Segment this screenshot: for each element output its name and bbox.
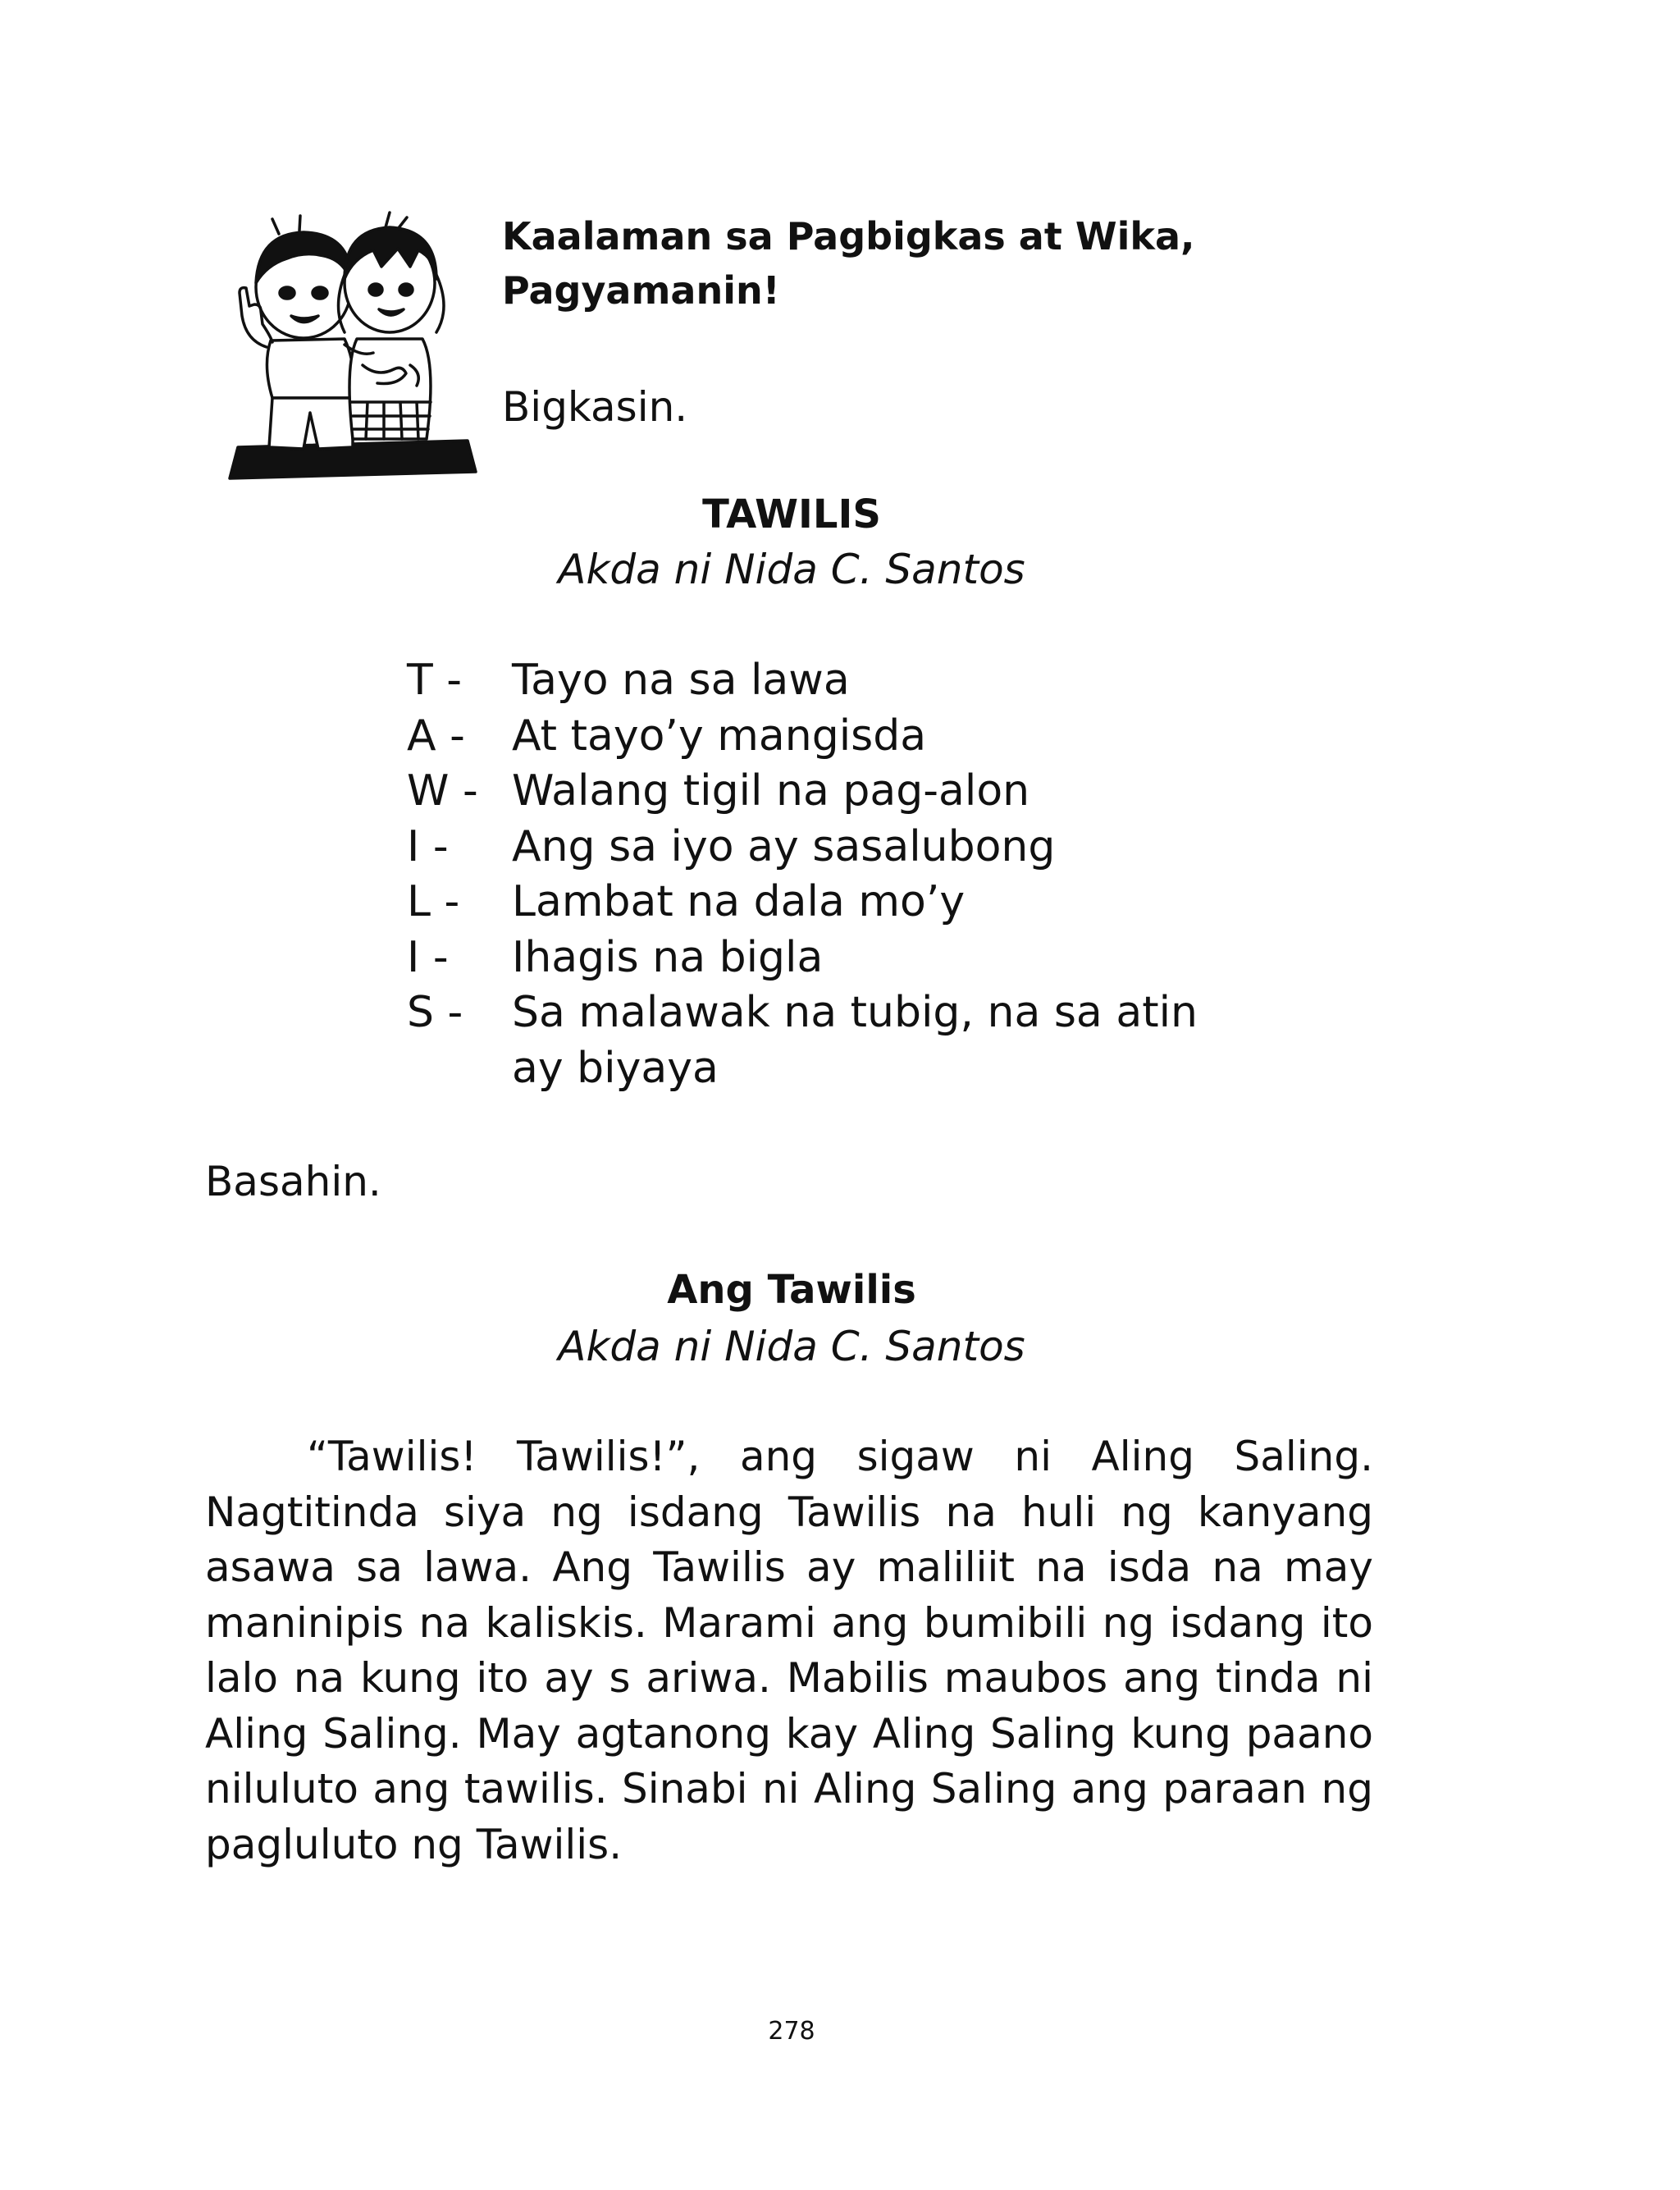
poem-line-letter: I -: [407, 932, 449, 982]
instruction-bigkasin: Bigkasin.: [502, 383, 688, 431]
poem-line-text: Lambat na dala mo’y: [512, 877, 966, 926]
poem-line-letter: A -: [407, 711, 465, 761]
poem-line-text: Ihagis na bigla: [512, 932, 824, 982]
poem-line: [407, 653, 1309, 709]
story-title: Ang Tawilis: [667, 1267, 916, 1313]
poem-line-letter: I -: [407, 821, 449, 871]
page-number: 278: [768, 2017, 815, 2046]
poem-line-text: Tayo na sa lawa: [512, 656, 850, 705]
section-title-line-2: Pagyamanin!: [502, 268, 780, 313]
poem-line: [407, 764, 1309, 820]
poem-author: Akda ni Nida C. Santos: [558, 546, 1025, 593]
poem-line-letter: L -: [407, 877, 460, 926]
poem-line-letter: W -: [407, 766, 478, 816]
poem-line: [407, 820, 1309, 876]
poem-line-text: Ang sa iyo ay sasalubong: [512, 821, 1056, 871]
poem-line: [407, 709, 1309, 765]
story-author: Akda ni Nida C. Santos: [558, 1323, 1025, 1370]
acrostic-poem: [407, 653, 1309, 1096]
poem-line: [407, 985, 1309, 1096]
poem-line-text: Walang tigil na pag-alon: [512, 766, 1030, 816]
poem-line-text: Sa malawak na tubig, na sa atin ay biyaya: [512, 988, 1198, 1093]
poem-title: TAWILIS: [702, 491, 881, 537]
two-children-illustration: [221, 201, 484, 480]
instruction-basahin: Basahin.: [205, 1158, 381, 1205]
poem-line: [407, 930, 1309, 986]
poem-line-letter: T -: [407, 656, 463, 705]
poem-line-text: At tayo’y mangisda: [512, 711, 927, 761]
story-paragraph: “Tawilis! Tawilis!”, ang sigaw ni Aling Saling. Nagtitinda siya ng isdang Tawilis na huli ng kanyang asawa sa lawa. Ang Tawilis ay maliliit na isda na may maninipis na kaliskis. Marami ang bumibili ng isdang ito lalo na kung ito ay s ariwa. Mabilis maubos ang tinda ni Aling Saling. May agtanong kay Aling Saling kung paano niluluto ang tawilis. Sinabi ni Aling Saling ang paraan ng pagluluto ng Tawilis.: [205, 1433, 1373, 1868]
section-title: [502, 209, 1486, 318]
poem-line: [407, 875, 1309, 930]
section-title-line-1: Kaalaman sa Pagbigkas at Wika,: [502, 214, 1195, 258]
poem-line-letter: S -: [407, 988, 463, 1037]
